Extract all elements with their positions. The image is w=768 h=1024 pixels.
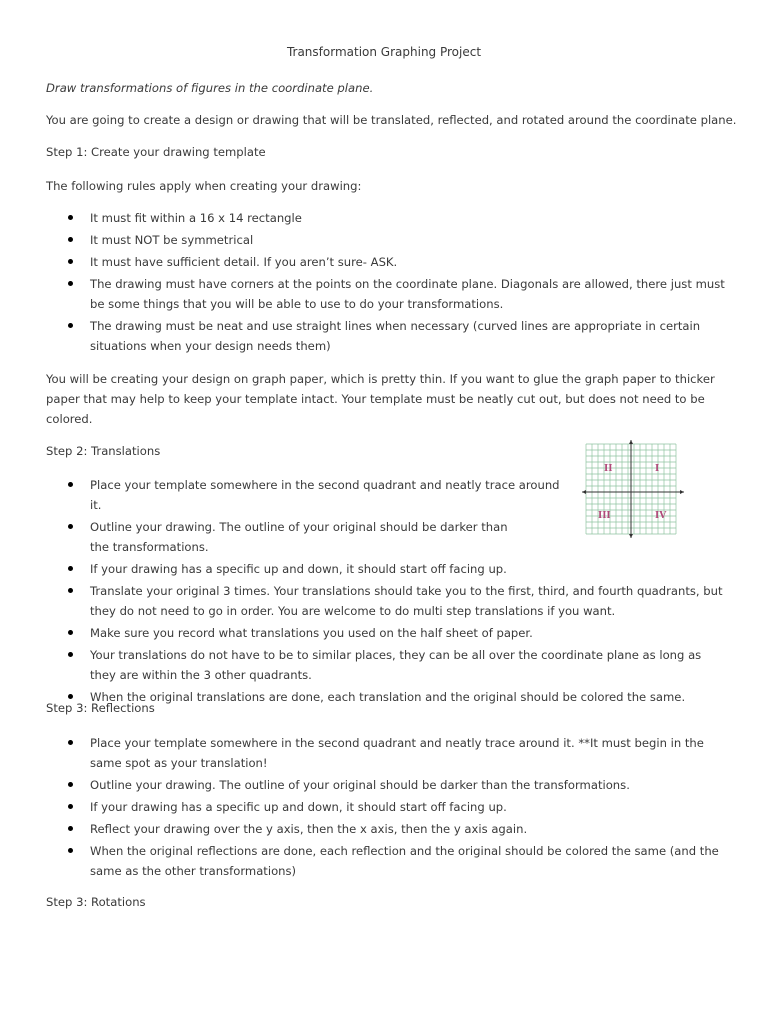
step1-list [46, 208, 726, 358]
list-item: Reflect your drawing over the y axis, then the x axis, then the y axis again. [46, 819, 726, 839]
step2-heading: Step 2: Translations [46, 444, 161, 458]
list-item: Your translations do not have to be to similar places, they can be all over the coordinate plane as long as they are within the 3 other quadrants. [46, 645, 726, 685]
list-item: It must fit within a 16 x 14 rectangle [46, 208, 726, 228]
step1-lead: The following rules apply when creating your drawing: [46, 179, 362, 193]
quadrant-label: I [655, 464, 660, 474]
list-item: If your drawing has a specific up and down, it should start off facing up. [46, 559, 726, 579]
coordinate-plane-figure [582, 440, 686, 538]
step1-heading: Step 1: Create your drawing template [46, 145, 266, 159]
intro-text: You are going to create a design or drawing that will be translated, reflected, and rotated around the coordinate plane. [46, 113, 737, 127]
list-item: Place your template somewhere in the second quadrant and neatly trace around it. [46, 475, 570, 515]
list-item: When the original reflections are done, each reflection and the original should be colored the same (and the same as the other transformations) [46, 841, 726, 881]
graph-paper-note: You will be creating your design on graph paper, which is pretty thin. If you want to glue the graph paper to thicker paper that may help to keep your template intact. Your template must be neatly cut out, but does not need to be colored. [46, 372, 715, 426]
list-item: Outline your drawing. The outline of your original should be darker than the transformations. [46, 775, 726, 795]
quadrant-label: IV [655, 511, 667, 521]
list-item: Translate your original 3 times. Your translations should take you to the first, third, and fourth quadrants, but they do not need to go in order. You are welcome to do multi step translations if you want. [46, 581, 726, 621]
list-item: The drawing must be neat and use straight lines when necessary (curved lines are appropriate in certain situations when your design needs them) [46, 316, 726, 356]
list-item: Make sure you record what translations you used on the half sheet of paper. [46, 623, 726, 643]
step3-reflections-list [46, 733, 726, 883]
list-item: Place your template somewhere in the second quadrant and neatly trace around it. **It must begin in the same spot as your translation! [46, 733, 726, 773]
document-title: Transformation Graphing Project [286, 45, 482, 59]
quadrant-label: III [598, 511, 611, 521]
list-item: When the original translations are done, each translation and the original should be colored the same. [46, 687, 726, 707]
list-item: The drawing must have corners at the points on the coordinate plane. Diagonals are allowed, there just must be some things that you will be able to use to do your transformations. [46, 274, 726, 314]
list-item: It must have sufficient detail. If you aren’t sure- ASK. [46, 252, 726, 272]
list-item: It must NOT be symmetrical [46, 230, 726, 250]
list-item: If your drawing has a specific up and down, it should start off facing up. [46, 797, 726, 817]
step3-rotations-heading: Step 3: Rotations [46, 895, 146, 909]
subtitle: Draw transformations of figures in the coordinate plane. [46, 81, 374, 95]
step3-reflections-heading: Step 3: Reflections [46, 701, 155, 715]
quadrant-label: II [604, 464, 613, 474]
list-item: Outline your drawing. The outline of your original should be darker than the transformations. [46, 517, 510, 557]
